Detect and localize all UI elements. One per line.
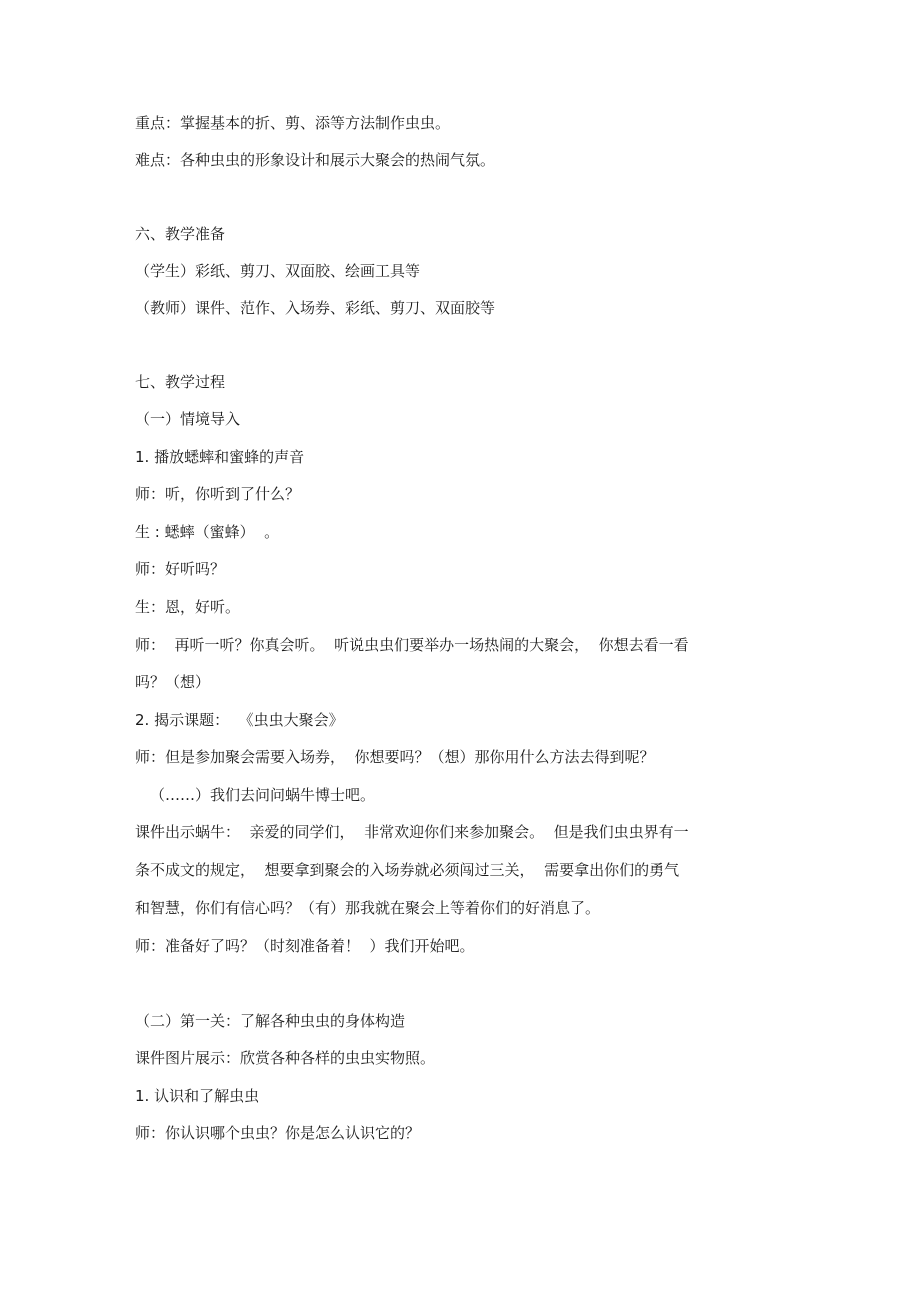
- part-1-heading: （一）情境导入: [135, 410, 241, 428]
- snail-line-b: 条不成文的规定， 想要拿到聚会的入场券就必须闯过三关， 需要拿出你们的勇气: [135, 861, 680, 879]
- snail-line-c: 和智慧，你们有信心吗？（有）那我就在聚会上等着你们的好消息了。: [135, 899, 601, 917]
- part-2-heading: （二）第一关：了解各种虫虫的身体构造: [135, 1012, 406, 1030]
- student-line-1: 生 : 蟋蟀（蜜蜂） 。: [135, 523, 280, 541]
- step-know-line: 1. 认识和了解虫虫: [135, 1087, 260, 1105]
- difficulty-line: 难点：各种虫虫的形象设计和展示大聚会的热闹气氛。: [135, 151, 496, 169]
- teacher-line-3b: 吗？（想）: [135, 673, 211, 691]
- snail-line-a: 课件出示蜗牛： 亲爱的同学们， 非常欢迎你们来参加聚会。 但是我们虫虫界有一: [135, 823, 689, 841]
- section-7-heading: 七、教学过程: [135, 373, 226, 391]
- teacher-line-2: 师：好听吗？: [135, 560, 226, 578]
- prep-teacher-line: （教师）课件、范作、入场券、彩纸、剪刀、双面胶等: [135, 299, 496, 317]
- teacher-line-4b: （……）我们去问问蜗牛博士吧。: [150, 786, 376, 804]
- teacher-line-6: 师：你认识哪个虫虫？你是怎么认识它的？: [135, 1124, 421, 1142]
- step-1-line: 1. 播放蟋蟀和蜜蜂的声音: [135, 448, 305, 466]
- pictures-line: 课件图片展示：欣赏各种各样的虫虫实物照。: [135, 1049, 436, 1067]
- step-2-line: 2. 揭示课题： 《虫虫大聚会》: [135, 711, 344, 729]
- teacher-line-3a: 师： 再听一听？你真会听。 听说虫虫们要举办一场热闹的大聚会， 你想去看一看: [135, 636, 689, 654]
- teacher-line-5: 师：准备好了吗？（时刻准备着！ ）我们开始吧。: [135, 937, 475, 955]
- section-6-heading: 六、教学准备: [135, 225, 226, 243]
- key-point-line: 重点：掌握基本的折、剪、添等方法制作虫虫。: [135, 114, 451, 132]
- teacher-line-1: 师：听，你听到了什么？: [135, 485, 301, 503]
- prep-student-line: （学生）彩纸、剪刀、双面胶、绘画工具等: [135, 262, 421, 280]
- teacher-line-4a: 师：但是参加聚会需要入场券， 你想要吗？（想）那你用什么方法去得到呢？: [135, 748, 655, 766]
- student-line-2: 生：恩，好听。: [135, 598, 241, 616]
